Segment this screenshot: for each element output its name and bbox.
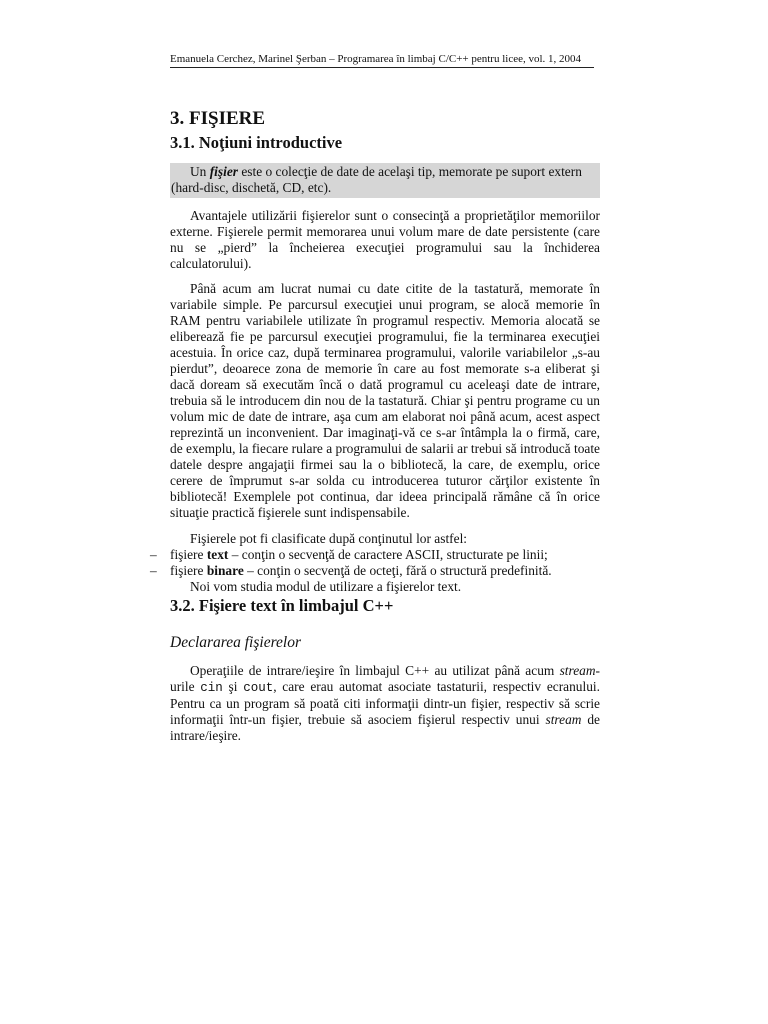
list-item-desc: – conţin o secvenţă de caractere ASCII, structurate pe linii;: [228, 547, 548, 562]
code-cout: cout: [243, 681, 274, 695]
para-text-2: -urile: [170, 663, 600, 694]
stream-term: stream: [559, 663, 596, 678]
section-title-text-files-cpp: 3.2. Fişiere text în limbajul C++: [170, 596, 394, 615]
paragraph-advantages: Avantajele utilizării fişierelor sunt o consecinţă a proprietăţilor memoriilor externe. Fişierele permit memorarea unui volum mare de date persistente (care nu se „pierd” la încheierea execuţiei programului sau la închiderea calculatorului).: [170, 208, 600, 271]
para-text-5: de intrare/ieşire.: [170, 712, 600, 743]
list-item-term: binare: [206, 563, 244, 578]
list-item-text-files: [150, 547, 600, 563]
paragraph-motivation: Până acum am lucrat numai cu date citite de la tastatură, memorate în variabile simple. Pe parcursul execuţiei unui program, se alocă memorie în RAM pentru variabilele utilizate în programul respectiv. Memoria alocată se eliberează fie pe parcursul execuţiei programului, fie la terminarea execuţiei acestuia. În orice caz, după terminarea programului, valorile variabilelor „s-au pierdut”, deoarece zona de memorie în care au fost memorate s-a eliberat şi dacă doream să executăm încă o dată programul cu aceleaşi date de intrare, trebuia să le introducem din nou de la tastatură. Chiar şi pentru programe cu un volum mic de date de intrare, aşa cum am elaborat noi până acum, acest aspect reprezintă un inconvenient. Dar imaginaţi-vă ce s-ar întâmpla la o firmă, care, de exemplu, la fiecare rulare a programului de salarii ar trebui să introducă toate datele despre angajaţii firmei sau la o bibliotecă, la care, de exemplu, orice cerere de împrumut s-ar solda cu introducerea tuturor cărţilor existente în bibliotecă! Exemplele pot continua, dar ideea principală rămâne că în orice situaţie practică fişierele sunt indispensabile.: [170, 281, 600, 520]
para-text-3: şi: [222, 679, 244, 694]
classification-intro: Fişierele pot fi clasificate după conţinutul lor astfel:: [190, 531, 468, 546]
code-cin: cin: [200, 681, 223, 695]
definition-pre: Un: [190, 164, 210, 179]
chapter-title: 3. FIŞIERE: [170, 108, 266, 129]
list-dash: –: [150, 563, 157, 578]
definition-term: fişier: [209, 164, 238, 179]
definition-post: este o colecţie de date de acelaşi tip, memorate pe suport extern (hard-disc, dischetă, CD, etc).: [171, 164, 582, 195]
closing-note: Noi vom studia modul de utilizare a fişierelor text.: [190, 579, 462, 594]
section-title-introductory-notions: 3.1. Noţiuni introductive: [170, 133, 343, 152]
file-types-list: [150, 547, 600, 579]
page-content: [150, 100, 600, 744]
list-item-pre: fişiere: [170, 563, 207, 578]
list-item-binary-files: [150, 563, 600, 579]
list-dash: –: [150, 547, 157, 562]
list-item-pre: fişiere: [170, 547, 207, 562]
list-item-term: text: [206, 547, 229, 562]
para-text-1: Operaţiile de intrare/ieşire în limbajul C++ au utilizat până acum: [190, 663, 560, 678]
definition-box: [170, 163, 600, 198]
list-item-desc: – conţin o secvenţă de octeţi, fără o structură predefinită.: [243, 563, 552, 578]
subsection-title-declaration: Declararea fişierelor: [170, 634, 302, 651]
definition-text: [171, 164, 599, 196]
stream-term: stream: [545, 712, 582, 727]
paragraph-streams: [170, 663, 600, 744]
running-header: Emanuela Cerchez, Marinel Şerban – Programarea în limbaj C/C++ pentru licee, vol. 1, 2004: [170, 52, 594, 68]
para-text-4: , care erau automat asociate tastaturii, respectiv ecranului. Pentru ca un program să poată citi informaţii dintr-un fişier, respectiv să scrie informaţii într-un fişier, trebuie să asociem fişierul respectiv unui: [170, 679, 600, 727]
